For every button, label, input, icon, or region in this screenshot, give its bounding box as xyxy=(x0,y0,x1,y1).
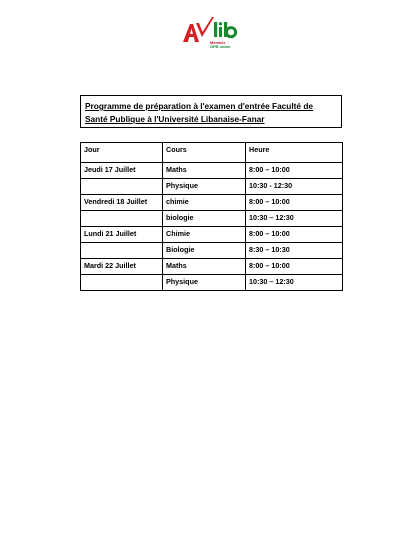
logo-tagline-line2: GFB union xyxy=(210,44,231,49)
schedule-table xyxy=(80,142,343,291)
cell-heure: 8:00 – 10:00 xyxy=(246,259,343,275)
cell-cours: Biologie xyxy=(163,243,246,259)
cell-cours: chimie xyxy=(163,195,246,211)
table-row xyxy=(81,195,343,211)
cell-heure: 8:00 – 10:00 xyxy=(246,195,343,211)
program-title-line1: Programme de préparation à l'examen d'entrée Faculté de xyxy=(85,101,314,111)
cell-jour xyxy=(81,275,163,291)
cell-jour xyxy=(81,179,163,195)
cell-cours: Maths xyxy=(163,259,246,275)
cell-cours: Maths xyxy=(163,163,246,179)
cell-heure: 10:30 – 12:30 xyxy=(246,275,343,291)
cell-jour: Lundi 21 Juillet xyxy=(81,227,163,243)
table-row xyxy=(81,179,343,195)
cell-heure: 10:30 - 12:30 xyxy=(246,179,343,195)
cell-cours: Physique xyxy=(163,179,246,195)
header-jour: Jour xyxy=(81,143,163,163)
program-title-box xyxy=(80,95,342,128)
cell-jour: Jeudi 17 Juillet xyxy=(81,163,163,179)
cell-jour xyxy=(81,211,163,227)
table-row xyxy=(81,163,343,179)
table-row xyxy=(81,259,343,275)
header-heure: Heure xyxy=(246,143,343,163)
table-row xyxy=(81,211,343,227)
logo-tagline xyxy=(210,41,230,49)
cell-jour: Mardi 22 Juillet xyxy=(81,259,163,275)
table-row xyxy=(81,243,343,259)
cell-jour xyxy=(81,243,163,259)
table-row xyxy=(81,275,343,291)
avlib-logo xyxy=(182,17,240,47)
cell-heure: 8:30 – 10:30 xyxy=(246,243,343,259)
cell-heure: 8:00 – 10:00 xyxy=(246,227,343,243)
table-row xyxy=(81,227,343,243)
schedule-header-row xyxy=(81,143,343,163)
cell-heure: 10:30 – 12:30 xyxy=(246,211,343,227)
program-title-line2: Santé Publique à l'Université Libanaise-Fanar xyxy=(85,113,265,124)
logo-tagline-line1: Member xyxy=(210,40,226,45)
header-cours: Cours xyxy=(163,143,246,163)
cell-cours: Chimie xyxy=(163,227,246,243)
cell-jour: Vendredi 18 Juillet xyxy=(81,195,163,211)
cell-heure: 8:00 – 10:00 xyxy=(246,163,343,179)
cell-cours: biologie xyxy=(163,211,246,227)
cell-cours: Physique xyxy=(163,275,246,291)
